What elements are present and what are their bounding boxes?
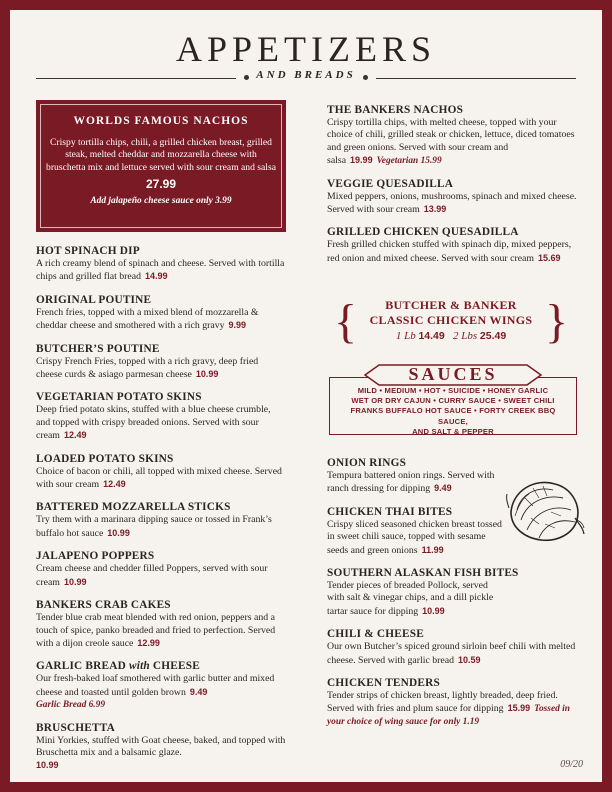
right-column-top (327, 103, 577, 274)
item-description: Try them with a marinara dipping sauce or tossed in Frank’s buffalo hot sauce 10.99 (36, 514, 272, 539)
left-brace-icon: { (334, 295, 358, 348)
menu-item (36, 598, 286, 650)
featured-price: 27.99 (145, 177, 177, 192)
item-price: 9.49 (434, 483, 452, 494)
item-description: Our own Butcher’s spiced ground sirloin beef chili with melted cheese. Served with garlic bread 10.59 (327, 641, 576, 666)
item-price: 11.99 (421, 544, 444, 555)
sauce-list: MILD • MEDIUM • HOT • SUICIDE • HONEY GARLIC WET OR DRY CAJUN • CURRY SAUCE • SWEET CHILI FRANKS BUFFALO HOT SAUCE • FORTY CREEK BBQ SAUCE, AND SALT & PEPPER (350, 386, 556, 436)
item-description: Tender blue crab meat blended with red onion, peppers and a touch of spice, panko breaded and fried to perfection. Served with a dijon creole sauce 12.99 (36, 612, 276, 649)
wings-title-line1: BUTCHER & BANKER (385, 298, 517, 312)
item-description: French fries, topped with a mixed blend of mozzarella & cheddar cheese and smothered with a rich gravy 9.99 (36, 306, 259, 332)
item-description: Crispy French Fries, topped with a rich gravy, deep fried cheese curds & asiago parmesan cheese 10.99 (36, 355, 259, 381)
item-price: 9.49 (189, 686, 208, 697)
item-name: THE BANKERS NACHOS (327, 104, 464, 116)
item-extra: Garlic Bread 6.99 (36, 700, 106, 711)
menu-date: 09/20 (560, 759, 583, 770)
item-description: Tender strips of chicken breast, lightly breaded, deep fried. Served with fries and plum sauce for dipping 15.99 Tossed in your choice of wing sauce for only 1.19 (327, 690, 570, 727)
left-column (36, 244, 286, 782)
menu-item (327, 103, 577, 168)
item-description: Mixed peppers, onions, mushrooms, spinach and mixed cheese. Served with sour cream 13.99 (327, 190, 577, 216)
item-price: 19.99 (350, 155, 373, 166)
menu-item (36, 452, 286, 492)
item-price: 10.99 (36, 760, 59, 771)
menu-item (327, 627, 577, 667)
item-description: Choice of bacon or chili, all topped with mixed cheese. Served with sour cream 12.49 (36, 465, 282, 491)
item-price: 12.99 (137, 637, 160, 648)
item-name: BATTERED MOZZARELLA STICKS (36, 501, 231, 514)
item-price: 10.99 (107, 527, 130, 538)
menu-item (36, 293, 286, 333)
item-extra: Vegetarian 15.99 (376, 156, 442, 167)
item-description: Deep fried potato skins, stuffed with a blue cheese crumble, and topped with crispy breaded onions. Served with sour cream 12.49 (36, 404, 271, 442)
wings-title-line2: CLASSIC CHICKEN WINGS (369, 313, 533, 327)
item-name: SOUTHERN ALASKAN FISH BITES (327, 567, 519, 580)
item-name: CHICKEN TENDERS (327, 677, 440, 690)
rule-dot-right (363, 75, 368, 80)
item-name: HOT SPINACH DIP (36, 245, 140, 257)
menu-item (327, 676, 577, 728)
item-price: 10.99 (63, 576, 87, 587)
menu-item (36, 390, 286, 442)
featured-nachos-box (36, 100, 286, 232)
sauces-banner (329, 364, 577, 386)
item-price: 15.69 (538, 252, 561, 263)
item-name: CHICKEN THAI BITES (327, 505, 453, 518)
item-name: GARLIC BREAD with CHEESE (36, 660, 200, 673)
item-price: 12.49 (63, 430, 87, 441)
item-description: A rich creamy blend of spinach and cheese. Served with tortilla chips and grilled flat bread 14.99 (36, 258, 285, 283)
menu-item-bruschetta (36, 721, 286, 773)
menu-item (36, 342, 286, 382)
page-subtitle: AND BREADS (256, 69, 356, 81)
item-price: 12.49 (103, 479, 126, 490)
item-description: Tender pieces of breaded Pollock, served with salt & vinegar chips, and a dill pickle tartar sauce for dipping 10.99 (327, 580, 494, 617)
wings-prices: 1 Lb 14.49 2 Lbs 25.49 (395, 330, 507, 342)
item-name: JALAPENO POPPERS (36, 550, 155, 563)
item-name: BUTCHER’S POUTINE (36, 342, 160, 355)
item-description: Crispy sliced seasoned chicken breast tossed in sweet chili sauce, topped with sesame seeds and green onions 11.99 (327, 518, 502, 556)
onion-illustration-icon (505, 468, 585, 548)
featured-title: WORLDS FAMOUS NACHOS (73, 115, 249, 127)
item-name: BANKERS CRAB CAKES (36, 599, 171, 612)
item-price: 15.99 (507, 703, 531, 714)
item-description: Our fresh-baked loaf smothered with garlic butter and mixed cheese and toasted until golden brown 9.49 Garlic Bread 6.99 (36, 673, 275, 711)
item-description: Tempura battered onion rings. Served with ranch dressing for dipping 9.49 (327, 470, 495, 495)
right-brace-icon: } (544, 295, 568, 348)
menu-item-garlic-bread (36, 659, 286, 711)
item-name: ONION RINGS (327, 457, 407, 469)
menu-item (36, 500, 286, 540)
item-price: 10.99 (422, 605, 445, 616)
item-name: ORIGINAL POUTINE (36, 293, 152, 306)
menu-item (36, 244, 286, 284)
item-name: GRILLED CHICKEN QUESADILLA (327, 226, 519, 239)
item-name: VEGETARIAN POTATO SKINS (36, 391, 202, 404)
item-price: 13.99 (423, 204, 447, 215)
item-name: CHILI & CHEESE (327, 628, 424, 641)
sauces-title: SAUCES (408, 364, 498, 384)
featured-addon: Add jalapeño cheese sauce only 3.99 (90, 196, 232, 207)
featured-description: Crispy tortilla chips, chili, a grilled chicken breast, grilled steak, melted cheddar and mozzarella cheese with bruschetta mix and lettuce served with sour cream and salsa (46, 137, 276, 173)
menu-item (327, 177, 577, 217)
item-description: Mini Yorkies, stuffed with Goat cheese, baked, and topped with Bruschetta mix and a balsamic glaze. 10.99 (36, 734, 286, 771)
page-title: APPETIZERS (175, 29, 437, 69)
item-price: 10.59 (458, 654, 481, 665)
item-name: VEGGIE QUESADILLA (327, 177, 454, 190)
item-name: BRUSCHETTA (36, 721, 116, 734)
item-description: Crispy tortilla chips, with melted cheese, topped with your choice of chili, grilled steak or chicken, lettuce, diced tomatoes and green onions. Served with sour cream and salsa 19.99 Vegetarian 15.99 (327, 117, 575, 167)
item-price: 14.99 (145, 271, 168, 282)
menu-item (36, 549, 286, 589)
item-description: Cream cheese and chedder filled Poppers, served with sour cream 10.99 (36, 563, 268, 588)
menu-item (327, 225, 577, 265)
menu-item (327, 566, 577, 618)
title-rule-right (376, 78, 576, 79)
item-description: Fresh grilled chicken stuffed with spinach dip, mixed peppers, red onion and mixed cheese. Served with sour cream 15.69 (327, 239, 572, 264)
wings-feature (334, 295, 568, 350)
item-price: 10.99 (195, 369, 219, 380)
item-name: LOADED POTATO SKINS (36, 452, 174, 465)
item-extra: Tossed in your choice of wing sauce for only 1.19 (327, 704, 570, 727)
item-price: 9.99 (228, 320, 247, 331)
